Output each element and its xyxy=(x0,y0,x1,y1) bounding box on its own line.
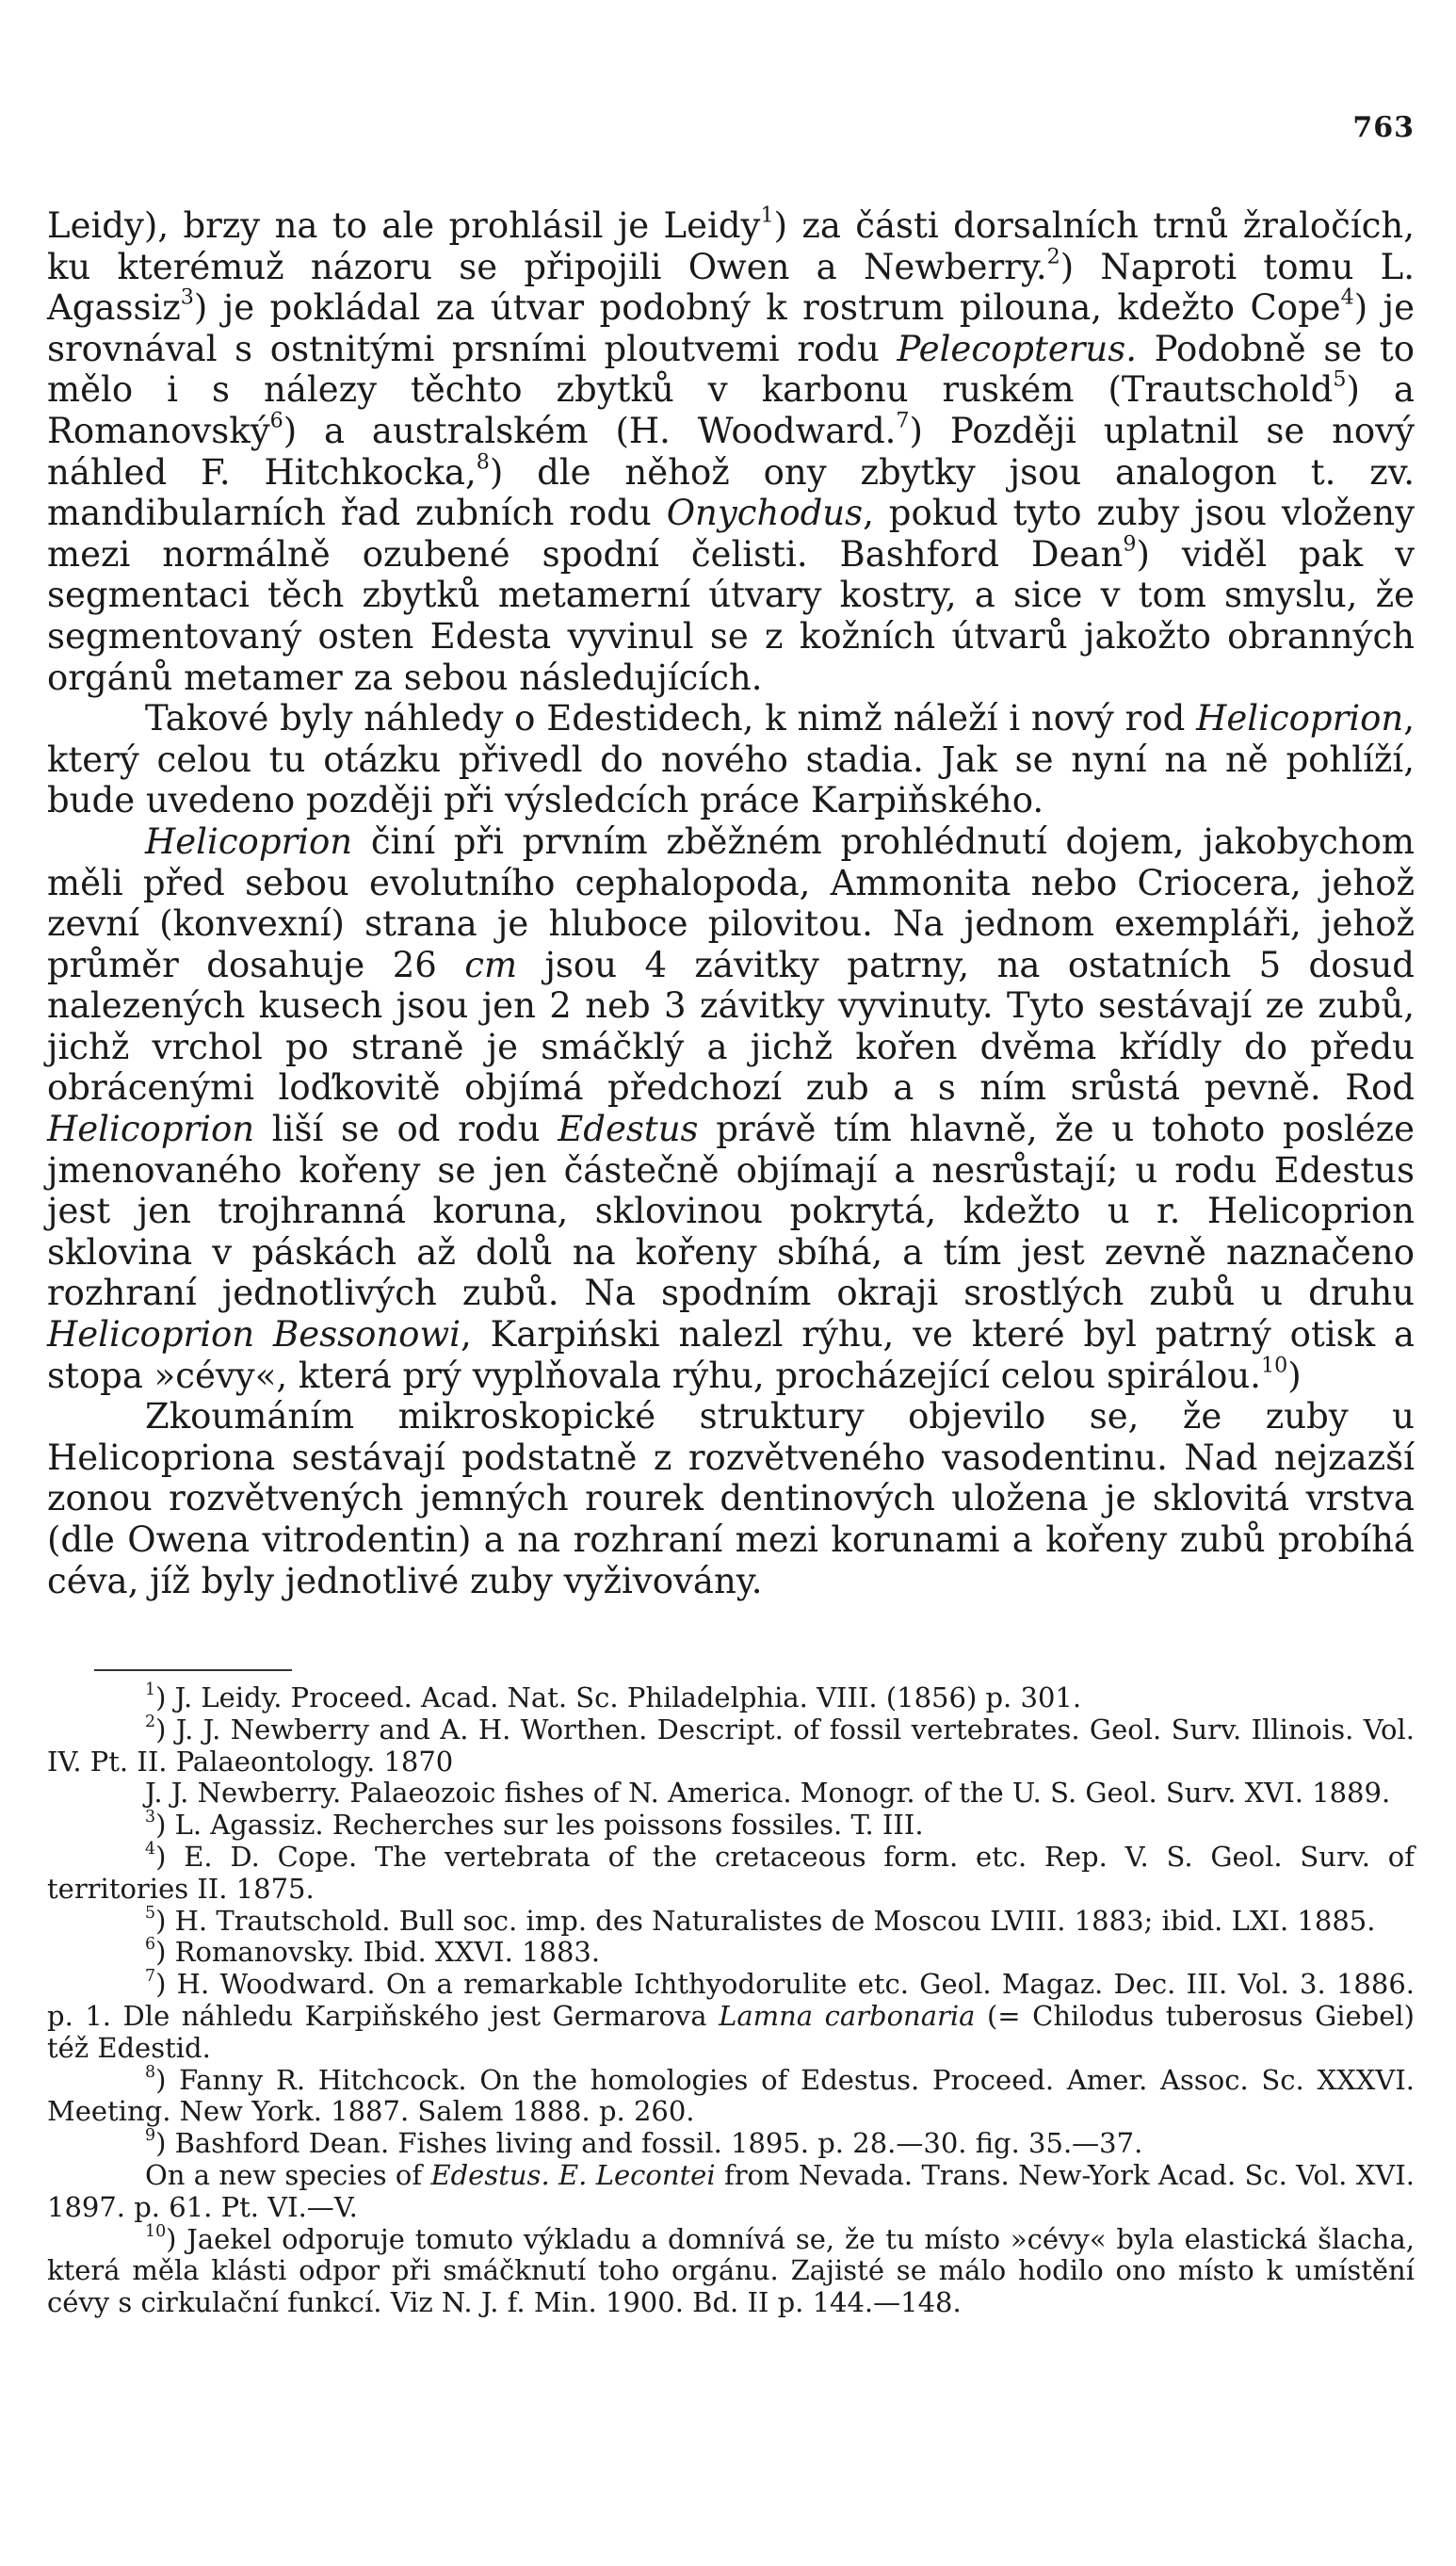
text-run: Takové byly náhledy o Edestidech, k nimž náleží i nový rod xyxy=(145,698,1197,739)
footnote-3 xyxy=(47,1810,1415,1842)
footnote-ref: 3 xyxy=(145,1808,156,1827)
footnote-ref: 10 xyxy=(145,2221,167,2241)
text-run: ) H. Trautschold. Bull soc. imp. des Naturalistes de Moscou LVIII. 1883; ibid. LXI. 1885. xyxy=(155,1904,1376,1937)
text-run: ) a Romanovský xyxy=(47,369,1415,451)
italic-term: Lamna carbonaria xyxy=(719,1999,976,2032)
text-run: ) a australském (H. Woodward. xyxy=(283,410,897,451)
footnote-6 xyxy=(47,1937,1415,1969)
text-run: , který celou tu otázku přivedl do nového stadia. Jak se nyní na ně pohlíží, bude uvedeno později při výsledcích práce Karpiňského. xyxy=(47,698,1415,821)
footnote-ref: 1 xyxy=(760,203,774,228)
text-run: ) Fanny R. Hitchcock. On the homologies of Edestus. Proceed. Amer. Assoc. Sc. XXXVI. Meeting. New York. 1887. Salem 1888. p. 260. xyxy=(47,2063,1415,2128)
footnote-ref: 4 xyxy=(1340,284,1354,310)
text-run: ) dle něhož ony zbytky jsou analogon t. zv. mandibularních řad zubních rodu xyxy=(47,451,1416,534)
footnote-9 xyxy=(47,2128,1415,2160)
footnote-8 xyxy=(47,2062,1415,2129)
footnote-7 xyxy=(47,1969,1415,2064)
paragraph-2 xyxy=(47,698,1415,821)
text-run: jsou 4 závitky patrny, na ostatních 5 dosud nalezených kusech jsou jen 2 neb 3 závitky vyvinuty. Tyto sestávají ze zubů, jichž vrchol po straně je smáčklý a jichž kořen dvěma křídly do předu obrácenými loďkovitě objímá předchozí zub a s ním srůstá pevně. Rod xyxy=(47,944,1415,1109)
footnote-ref: 2 xyxy=(145,1712,156,1731)
text-run: liší se od rodu xyxy=(254,1109,558,1150)
text-run: ) viděl pak v segmentaci těch zbytků metamerní útvary kostry, a sice v tom smyslu, že segmentovaný osten Edesta vyvinul se z kožních útvarů jakožto obranných orgánů metamer za sebou následujících. xyxy=(47,533,1416,698)
footnote-ref: 10 xyxy=(1260,1352,1288,1377)
footnote-2 xyxy=(47,1714,1415,1778)
text-run: ) J. Leidy. Proceed. Acad. Nat. Sc. Philadelphia. VIII. (1856) p. 301. xyxy=(155,1681,1082,1713)
footnote-2-continued xyxy=(47,1778,1415,1810)
footnote-ref: 8 xyxy=(476,448,490,474)
italic-term: Helicoprion xyxy=(145,820,353,862)
text-run: Leidy), brzy na to ale prohlásil je Leidy xyxy=(47,205,761,246)
footnote-ref: 7 xyxy=(145,1967,156,1987)
footnote-ref: 1 xyxy=(145,1680,156,1699)
text-run: , pokud tyto zuby jsou vloženy mezi normálně ozubené spodní čelisti. Bashford Dean xyxy=(47,493,1415,575)
text-run: ) xyxy=(1287,1355,1302,1396)
text-run: Zkoumáním mikroskopické struktury objevilo se, že zuby u Helicopriona sestávají podstatně z rozvětveného vasodentinu. Nad nejzazší zonou rozvětvených jemných rourek dentinových uložena je sklovitá vrstva (dle Owena vitrodentin) a na rozhraní mezi korunami a kořeny zubů probíhá céva, jíž byly jednotlivé zuby vyživovány. xyxy=(47,1396,1415,1601)
footnote-ref: 7 xyxy=(896,408,910,433)
footnote-ref: 5 xyxy=(145,1903,156,1923)
text-run: ) J. J. Newberry and A. H. Worthen. Descript. of fossil vertebrates. Geol. Surv. Illinois. Vol. IV. Pt. II. Palaeontology. 1870 xyxy=(47,1713,1415,1778)
footnote-4 xyxy=(47,1839,1415,1906)
footnote-divider xyxy=(94,1669,292,1671)
italic-term: Helicoprion Bessonowi xyxy=(47,1314,461,1356)
footnote-5 xyxy=(47,1903,1415,1938)
body-text xyxy=(47,205,1415,1601)
book-page xyxy=(47,0,1415,2566)
text-run: ) L. Agassiz. Recherches sur les poissons fossiles. T. III. xyxy=(155,1809,924,1842)
text-run: ) H. Woodward. On a remarkable Ichthyodorulite etc. Geol. Magaz. Dec. III. Vol. 3. 1886. p. 1. Dle náhledu Karpiňského jest Germarova xyxy=(47,1968,1415,2032)
paragraph-4 xyxy=(47,1396,1415,1601)
text-run: ) Jaekel odporuje tomuto výkladu a domnívá se, že tu místo »cévy« byla elastická šlacha, která měla klásti odpor při smáčknutí toho orgánu. Zajisté se málo hodilo ono místo k umístění cévy s cirkulační funkcí. Viz N. J. f. Min. 1900. Bd. II p. 144.—148. xyxy=(47,2222,1415,2319)
italic-term: Onychodus xyxy=(666,493,864,534)
text-run: ) Později uplatnil se nový náhled F. Hitchkocka, xyxy=(47,410,1415,493)
italic-term: Helicoprion xyxy=(47,1109,255,1150)
footnote-ref: 2 xyxy=(1046,243,1060,268)
italic-term: cm xyxy=(464,944,518,985)
text-run: ) Naproti tomu L. Agassiz xyxy=(47,246,1416,329)
text-run: from Nevada. Trans. New-York Acad. Sc. Vol. XVI. 1897. p. 61. Pt. VI.—V. xyxy=(47,2158,1415,2223)
footnote-ref: 6 xyxy=(269,408,283,433)
footnote-ref: 5 xyxy=(1333,366,1347,392)
text-run: (= Chilodus tuberosus Giebel) též Edestid. xyxy=(47,1999,1415,2064)
page-number: 763 xyxy=(1352,111,1415,144)
text-run: Podobně se to mělo i s nálezy těchto zbytků v karbonu ruském (Trautschold xyxy=(47,328,1415,411)
text-run: ) je srovnával s ostnitými prsními ploutvemi rodu xyxy=(47,287,1415,369)
paragraph-3 xyxy=(47,821,1415,1396)
text-run: , Karpiński nalezl rýhu, ve které byl patrný otisk a stopa »cévy«, která prý vyplňovala rýhu, procházející celou spirálou. xyxy=(47,1314,1415,1396)
footnotes xyxy=(47,1682,1415,2319)
italic-term: Pelecopterus. xyxy=(897,328,1138,369)
footnote-ref: 3 xyxy=(180,284,194,310)
italic-term: Helicoprion xyxy=(1196,698,1404,739)
footnote-10 xyxy=(47,2221,1415,2319)
italic-term: Edestus xyxy=(558,1109,699,1150)
italic-term: Edestus. E. Lecontei xyxy=(430,2158,716,2191)
text-run: ) E. D. Cope. The vertebrata of the cretaceous form. etc. Rep. V. S. Geol. Surv. of territories II. 1875. xyxy=(47,1840,1415,1905)
text-run: ) Bashford Dean. Fishes living and fossil. 1895. p. 28.—30. fig. 35.—37. xyxy=(155,2127,1143,2160)
footnote-ref: 6 xyxy=(145,1935,156,1955)
text-run: činí při prvním zběžném prohlédnutí dojem, jakobychom měli před sebou evolutního cephalopoda, Ammonita nebo Criocera, jehož zevní (konvexní) strana je hluboce pilovitou. Na jednom exempláři, jehož průměr dosahuje 26 xyxy=(47,820,1415,985)
footnote-9-continued xyxy=(47,2160,1415,2224)
text-run: ) za části dorsalních trnů žraločích, ku kterémuž názoru se připojili Owen a Newberry. xyxy=(47,205,1415,287)
footnote-ref: 4 xyxy=(145,1839,156,1859)
footnote-1 xyxy=(47,1682,1415,1714)
paragraph-1 xyxy=(47,205,1415,698)
text-run: J. J. Newberry. Palaeozoic fishes of N. America. Monogr. of the U. S. Geol. Surv. XVI. 1889. xyxy=(145,1777,1391,1810)
text-run: ) Romanovsky. Ibid. XXVI. 1883. xyxy=(155,1936,601,1969)
text-run: ) je pokládal za útvar podobný k rostrum pilouna, kdežto Cope xyxy=(193,287,1341,329)
text-run: On a new species of xyxy=(145,2158,431,2191)
footnote-ref: 9 xyxy=(1123,531,1137,557)
text-run: právě tím hlavně, že u tohoto posléze jmenovaného kořeny se jen částečně objímají a nesrůstají; u rodu Edestus jest jen trojhranná koruna, sklovinou pokrytá, kdežto u r. Helicoprion sklovina v páskách až dolů na kořeny sbíhá, a tím jest zevně naznačeno rozhraní jednotlivých zubů. Na spodním okraji srostlých zubů u druhu xyxy=(47,1109,1415,1314)
footnote-ref: 8 xyxy=(145,2062,156,2082)
footnote-ref: 9 xyxy=(145,2126,156,2146)
